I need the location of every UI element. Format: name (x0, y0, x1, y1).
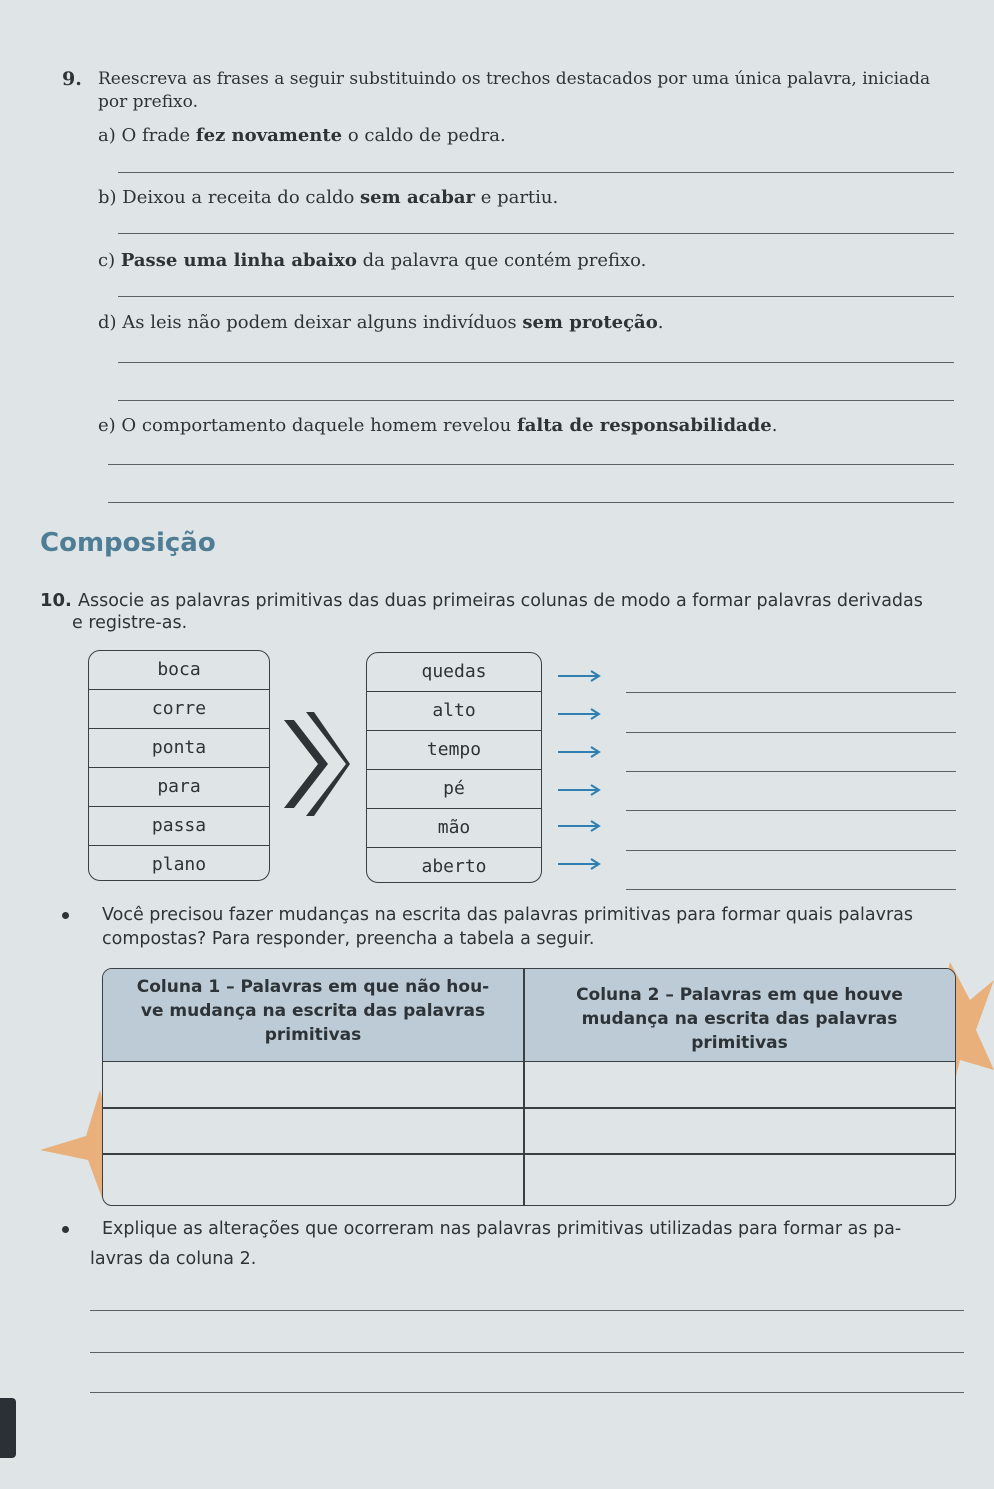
derived-word-line-2[interactable] (626, 732, 956, 733)
arrow-right-icon (558, 670, 602, 682)
item-a: a) O frade fez novamente o caldo de pedra. (98, 125, 506, 146)
question-9-number: 9. (62, 68, 82, 90)
primitive-words-column-2 (366, 652, 542, 883)
bullet-1-text-cont: compostas? Para responder, preencha a tabela a seguir. (102, 929, 595, 949)
bullet-icon (62, 912, 69, 919)
bullet-1-text: Você precisou fazer mudanças na escrita das palavras primitivas para formar quais palavras (102, 905, 914, 925)
question-10-number: 10. (40, 590, 72, 611)
item-d: d) As leis não podem deixar alguns indivíduos sem proteção. (98, 312, 664, 333)
answer-line-e2[interactable] (108, 502, 954, 503)
question-10-prompt: Associe as palavras primitivas das duas primeiras colunas de modo a formar palavras derivadas (78, 591, 923, 611)
bullet-2-text: Explique as alterações que ocorreram nas palavras primitivas utilizadas para formar as pa- (102, 1219, 902, 1239)
question-9-prompt-cont: por prefixo. (98, 92, 198, 112)
bullet-icon (62, 1226, 69, 1233)
answer-line-d2[interactable] (118, 400, 954, 401)
derived-word-line-6[interactable] (626, 889, 956, 890)
arrow-right-icon (558, 708, 602, 720)
word-corre: corre (89, 690, 269, 729)
word-passa: passa (89, 807, 269, 846)
word-alto: alto (367, 692, 541, 731)
table-col2-header: Coluna 2 – Palavras em que houve mudança na escrita das palavras primitivas (576, 985, 903, 1053)
explanation-line-2[interactable] (90, 1352, 964, 1353)
word-tempo: tempo (367, 731, 541, 770)
word-plano: plano (151, 854, 207, 875)
bullet-2-text-cont: lavras da coluna 2. (90, 1249, 257, 1269)
word-aberto: aberto (421, 856, 487, 877)
arrow-right-icon (558, 746, 602, 758)
table-cell[interactable] (103, 1155, 521, 1203)
table-cell[interactable] (526, 1109, 954, 1151)
question-9-prompt: Reescreva as frases a seguir substituindo os trechos destacados por uma única palavra, iniciada (98, 69, 931, 89)
derived-word-line-5[interactable] (626, 850, 956, 851)
item-e: e) O comportamento daquele homem revelou falta de responsabilidade. (98, 415, 778, 436)
explanation-line-1[interactable] (90, 1310, 964, 1311)
answer-line-a[interactable] (118, 172, 954, 173)
item-c: c) Passe uma linha abaixo da palavra que contém prefixo. (98, 250, 647, 271)
answer-line-e1[interactable] (108, 464, 954, 465)
table-col1-header: Coluna 1 – Palavras em que não hou- ve mudança na escrita das palavras primitivas (136, 977, 490, 1045)
table-cell[interactable] (103, 1109, 521, 1151)
word-ponta: ponta (89, 729, 269, 768)
explanation-line-3[interactable] (90, 1392, 964, 1393)
page-edge-mark (0, 1398, 16, 1458)
table-cell[interactable] (103, 1063, 521, 1105)
word-quedas: quedas (367, 653, 541, 692)
answer-line-c[interactable] (118, 296, 954, 297)
item-b: b) Deixou a receita do caldo sem acabar e partiu. (98, 187, 559, 208)
word-para: para (89, 768, 269, 807)
derived-word-line-4[interactable] (626, 810, 956, 811)
table-cell[interactable] (526, 1063, 954, 1105)
section-title: Composição (40, 528, 216, 558)
word-pe: pé (367, 770, 541, 809)
derived-word-line-1[interactable] (626, 692, 956, 693)
table-cell[interactable] (526, 1155, 954, 1203)
arrow-right-icon (558, 784, 602, 796)
double-chevron-icon (284, 712, 350, 816)
answer-line-d1[interactable] (118, 362, 954, 363)
question-10-prompt-cont: e registre-as. (72, 613, 188, 633)
word-boca: boca (89, 651, 269, 690)
answer-line-b[interactable] (118, 233, 954, 234)
primitive-words-column-1 (88, 650, 270, 881)
arrow-right-icon (558, 858, 602, 870)
derived-word-line-3[interactable] (626, 771, 956, 772)
arrow-right-icon (558, 820, 602, 832)
answer-table (102, 968, 956, 1206)
word-mao: mão (367, 809, 541, 848)
